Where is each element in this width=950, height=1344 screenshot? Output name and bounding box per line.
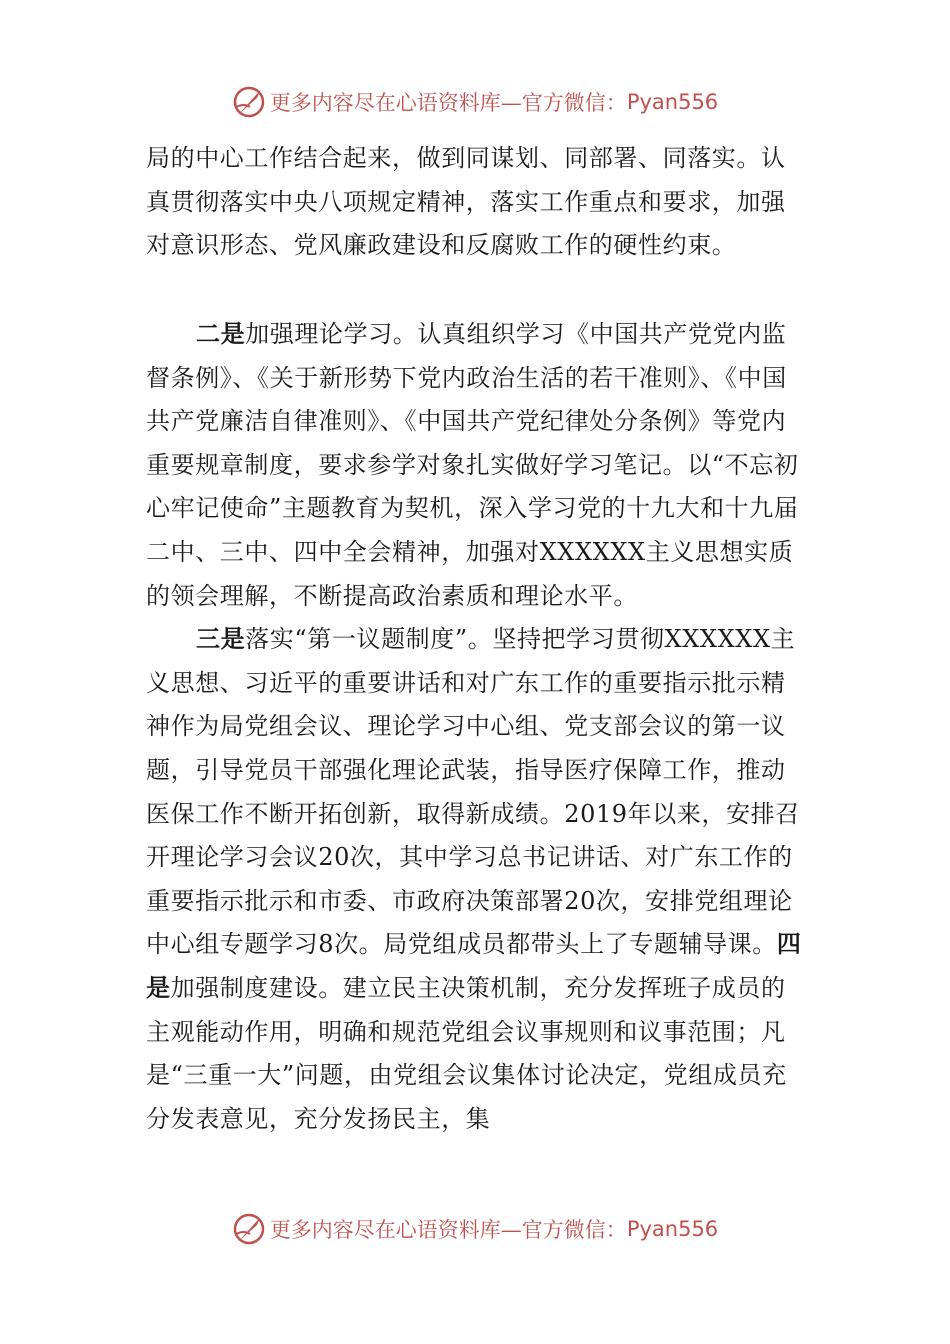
banner-text: 更多内容尽在心语资料库—官方微信： — [269, 91, 627, 115]
paragraph-4-text: 加强制度建设。建立民主决策机制，充分发挥班子成员的主观能动作用，明确和规范党组会议事规则和议事范围；凡是“三重一大”问题，由党组会议集体讨论决定，党组成员充分发表意见，充分发扬民主，集 — [146, 973, 787, 1133]
paragraph-3 — [146, 618, 806, 1141]
paragraph-continuation — [146, 137, 806, 268]
quill-logo-icon — [232, 85, 266, 119]
quill-logo-icon — [232, 1212, 266, 1246]
paragraph-4-lead: 四是 — [146, 930, 802, 1002]
paragraph-1: 局的中心工作结合起来，做到同谋划、同部署、同落实。认真贯彻落实中央八项规定精神，落实工作重点和要求，加强对意识形态、党风廉政建设和反腐败工作的硬性约束。 — [146, 144, 786, 260]
paragraph-2-text: 加强理论学习。认真组织学习《中国共产党党内监督条例》、《关于新形势下党内政治生活的若干准则》、《中国共产党廉洁自律准则》、《中国共产党纪律处分条例》等党内重要规章制度，要求参学对象扎实做好学习笔记。以“不忘初心牢记使命”主题教育为契机，深入学习党的十九大和十九届二中、三中、四中全会精神，加强对XXXXXX主义思想实质的领会理解，不断提高政治素质和理论水平。 — [146, 320, 799, 610]
paragraph-3-lead: 三是 — [196, 625, 246, 654]
paragraph-2-lead: 二是 — [196, 320, 246, 348]
banner-text: 更多内容尽在心语资料库—官方微信： — [269, 1218, 627, 1242]
main-content — [146, 313, 806, 1141]
paragraph-2 — [146, 313, 806, 618]
paragraph-3-text: 落实“第一议题制度”。坚持把学习贯彻XXXXXX主义思想、习近平的重要讲话和对广东工作的重要指示批示精神作为局党组会议、理论学习中心组、党支部会议的第一议题，引导党员干部强化理论武装，指导医疗保障工作，推动医保工作不断开拓创新，取得新成绩。2019年以来，安排召开理论学习会议20次，其中学习总书记讲话、对广东工作的重要指示批示和市委、市政府决策部署20次，安排党组理论中心组专题学习8次。局党组成员都带头上了专题辅导课。 — [146, 625, 800, 959]
banner-wechat-id: Pyan556 — [626, 1217, 719, 1241]
banner-wechat-id: Pyan556 — [626, 90, 719, 114]
header-banner — [0, 82, 950, 122]
footer-banner — [0, 1209, 950, 1249]
